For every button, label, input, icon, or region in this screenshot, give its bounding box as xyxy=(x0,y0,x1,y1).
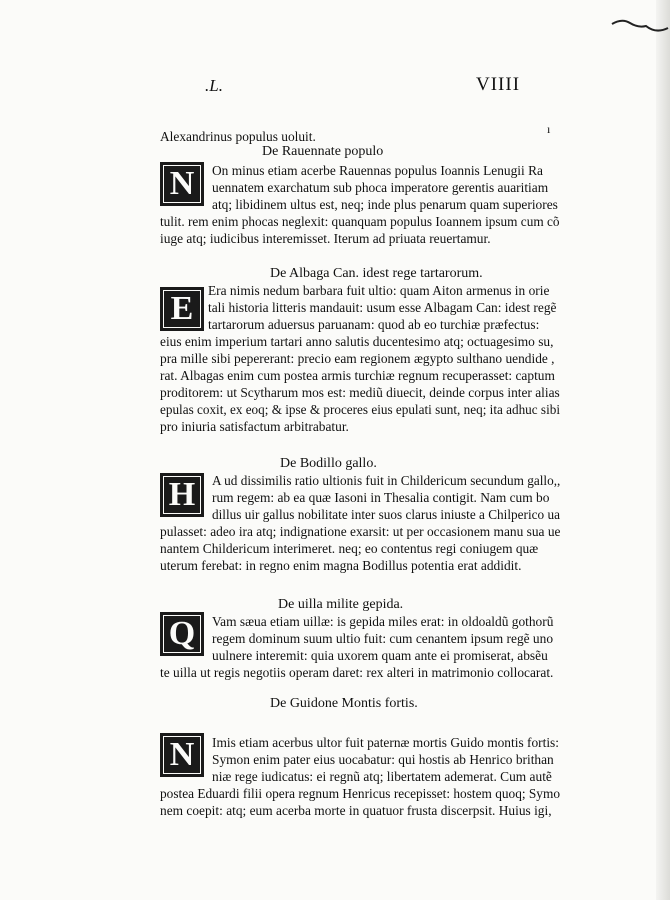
text-line: Vam sæua etiam uillæ: is gepida miles erat: in oldoaldũ gothorũ xyxy=(212,614,554,629)
text-line: Symon enim pater eius uocabatur: qui hostis ab Henrico brithan xyxy=(212,752,554,767)
text-line: Era nimis nedum barbara fuit ultio: quam Aiton armenus in orie xyxy=(208,283,550,298)
text-line: pro iniuria satisfactum arbitrabatur. xyxy=(160,419,349,434)
drop-cap: Q xyxy=(160,612,204,656)
text-line: uennatem exarchatum sub phoca imperatore gerentis auaritiam xyxy=(212,180,549,195)
drop-cap: N xyxy=(160,733,204,777)
text-line: rat. Albagas enim cum postea armis turchiæ regnum recuperasset: captum xyxy=(160,368,555,383)
section-heading: De Bodillo gallo. xyxy=(280,456,377,471)
drop-cap: N xyxy=(160,162,204,206)
text-line: epulas coxit, ex eoq; & ipse & proceres eius epulati sunt, neq; ita adhuc sibi xyxy=(160,402,561,417)
text-line: nantem Childericum interimeret. neq; eo contentus regi coniugem quæ xyxy=(160,541,539,556)
page-corner-curl xyxy=(610,14,670,44)
text-line: uulnere interemit: quia uxorem quam ante ei promiserat, absẽu xyxy=(212,648,548,663)
text-line: iuge atq; iudicibus interemisset. Iterum ad priuata reuertamur. xyxy=(160,231,491,246)
text-line: eius enim imperium tartari anno salutis ducentesimo atq; octuagesimo su, xyxy=(160,334,554,349)
margin-mark: ı xyxy=(547,122,551,136)
text-line: Imis etiam acerbus ultor fuit paternæ mortis Guido montis fortis: xyxy=(212,735,559,750)
section-heading: De uilla milite gepida. xyxy=(278,597,404,612)
section-heading: De Rauennate populo xyxy=(262,144,384,159)
page-number: VIIII xyxy=(476,74,521,95)
section-heading: De Albaga Can. idest rege tartarorum. xyxy=(270,266,483,281)
text-line: tulit. rem enim phocas neglexit: quanquam populus Ioannem ipsum cum cõ xyxy=(160,214,560,229)
text-line: proditorem: ut Scytharum mos est: mediũ diuecit, deinde corpus inter alias xyxy=(160,385,560,400)
text-line: te uilla ut regis negotiis operam daret: rex alteri in matrimonio collocarat. xyxy=(160,665,554,680)
text-line: postea Eduardi filii opera regnum Henricus recepisset: hostem quoq; Symo xyxy=(160,786,560,801)
section-heading: De Guidone Montis fortis. xyxy=(270,696,418,711)
text-line: nem coepit: atq; eum acerba morte in quatuor frusta discerpsit. Huius igi, xyxy=(160,803,552,818)
text-line: tali historia litteris mandauit: usum esse Albagam Can: idest regẽ xyxy=(208,300,557,315)
text-line: pra mille sibi pepererant: precio eam regionem ægypto sulthano uendide , xyxy=(160,351,555,366)
drop-cap: H xyxy=(160,473,204,517)
text-line: niæ rege iudicatus: ei regnũ atq; libertatem ademerat. Cum autẽ xyxy=(212,769,552,784)
text-line: atq; libidinem ultus est, neq; inde plus penarum quam superiores xyxy=(212,197,558,212)
page-edge xyxy=(656,0,670,900)
text-line: pulasset: adeo ira atq; indignatione exarsit: ut per occasionem manu sua ue xyxy=(160,524,561,539)
header-left: .L. xyxy=(205,76,223,95)
text-line: dillus uir gallus nobilitate inter suos clarus iniuste a Chilperico ua xyxy=(212,507,560,522)
text-line: On minus etiam acerbe Rauennas populus Ioannis Lenugii Ra xyxy=(212,163,543,178)
text-line: uterum ferebat: in regno enim magna Bodillus potentia erat addidit. xyxy=(160,558,522,573)
lead-line: Alexandrinus populus uoluit. xyxy=(160,129,316,144)
text-line: tartarorum aduersus paruanam: quod ab eo turchiæ præfectus: xyxy=(208,317,540,332)
text-line: A ud dissimilis ratio ultionis fuit in Childericum secundum gallo,, xyxy=(212,473,561,488)
text-line: regem dominum suum ultio fuit: cum cenantem ipsum regẽ uno xyxy=(212,631,554,646)
text-line: rum regem: ab ea quæ Iasoni in Thesalia contigit. Nam cum bo xyxy=(212,490,550,505)
drop-cap: E xyxy=(160,287,204,331)
